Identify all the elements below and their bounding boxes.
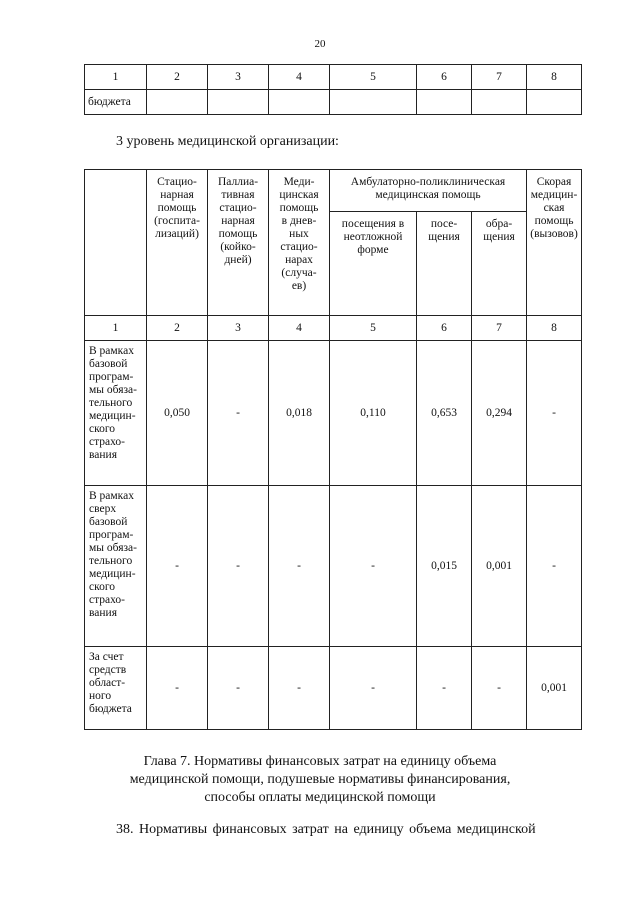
table-cell: 0,653 xyxy=(417,341,472,486)
header-row xyxy=(85,170,582,212)
table-cell: - xyxy=(208,486,269,647)
column-number: 6 xyxy=(417,316,472,341)
column-number: 4 xyxy=(269,316,330,341)
header-visits: посе- щения xyxy=(417,212,472,316)
column-number: 2 xyxy=(147,316,208,341)
chapter-title-line: медицинской помощи, подушевые нормативы финансирования, xyxy=(129,772,511,787)
empty-header-cell xyxy=(85,170,147,316)
column-number: 6 xyxy=(417,65,472,90)
row-label: В рамках базовой програм- мы обяза- тельного медицин- ского страхо- вания xyxy=(85,341,147,486)
table-cell xyxy=(417,90,472,115)
table-cell: - xyxy=(330,486,417,647)
column-number: 8 xyxy=(527,65,582,90)
table-cell: - xyxy=(208,647,269,730)
chapter-title-line: способы оплаты медицинской помощи xyxy=(204,790,436,805)
row-label: В рамках сверх базовой програм- мы обяза- тельного медицин- ского страхо- вания xyxy=(85,486,147,647)
column-number: 3 xyxy=(208,316,269,341)
header-emergency: Скорая медицин- ская помощь (вызовов) xyxy=(527,170,582,316)
table-cell: - xyxy=(472,647,527,730)
table-cell: 0,110 xyxy=(330,341,417,486)
header-day-hospital: Меди- цинская помощь в днев- ных стацио- нарах (случа- ев) xyxy=(269,170,330,316)
table-cell: - xyxy=(269,486,330,647)
table-cell xyxy=(472,90,527,115)
header-inpatient: Стацио- нарная помощь (госпита- лизаций) xyxy=(147,170,208,316)
column-number: 4 xyxy=(269,65,330,90)
column-number: 7 xyxy=(472,65,527,90)
column-number: 2 xyxy=(147,65,208,90)
table-cell: - xyxy=(527,341,582,486)
table-cell: 0,050 xyxy=(147,341,208,486)
chapter-title-line: Глава 7. Нормативы финансовых затрат на единицу объема xyxy=(143,754,497,769)
table-cell xyxy=(527,90,582,115)
column-number: 5 xyxy=(330,316,417,341)
row-label: За счет средств област- ного бюджета xyxy=(85,647,147,730)
number-row xyxy=(85,316,582,341)
header-palliative: Паллиа- тивная стацио- нарная помощь (койко- дней) xyxy=(208,170,269,316)
header-appeals: обра- щения xyxy=(472,212,527,316)
paragraph-text: 38. Нормативы финансовых затрат на единицу объема медицинской xyxy=(116,822,536,837)
table-cell xyxy=(147,90,208,115)
header-ambulatory: Амбулаторно-поликлиническая медицинская помощь xyxy=(330,170,527,212)
column-number: 5 xyxy=(330,65,417,90)
table-row xyxy=(85,486,582,647)
table-row xyxy=(85,90,582,115)
table-cell xyxy=(269,90,330,115)
table-cell: - xyxy=(527,486,582,647)
table-cell xyxy=(208,90,269,115)
table-row xyxy=(85,341,582,486)
table-cell: 0,015 xyxy=(417,486,472,647)
table-cell xyxy=(330,90,417,115)
column-number: 3 xyxy=(208,65,269,90)
table-cell: - xyxy=(330,647,417,730)
table-cell: 0,001 xyxy=(527,647,582,730)
table-cell: - xyxy=(417,647,472,730)
continuation-table xyxy=(84,64,582,115)
table-row xyxy=(85,65,582,90)
table-cell: 0,018 xyxy=(269,341,330,486)
table-cell: - xyxy=(269,647,330,730)
column-number: 8 xyxy=(527,316,582,341)
header-urgent-visits: посещения в неотложной форме xyxy=(330,212,417,316)
table-cell: - xyxy=(208,341,269,486)
column-number: 1 xyxy=(85,316,147,341)
chapter-title xyxy=(0,753,640,807)
table-row xyxy=(85,647,582,730)
row-label: бюджета xyxy=(85,90,147,115)
page-number: 20 xyxy=(314,38,326,50)
section-heading: 3 уровень медицинской организации: xyxy=(116,134,339,149)
table-cell: 0,001 xyxy=(472,486,527,647)
table-cell: - xyxy=(147,486,208,647)
table-cell: 0,294 xyxy=(472,341,527,486)
norms-table xyxy=(84,169,582,730)
column-number: 7 xyxy=(472,316,527,341)
column-number: 1 xyxy=(85,65,147,90)
table-cell: - xyxy=(147,647,208,730)
